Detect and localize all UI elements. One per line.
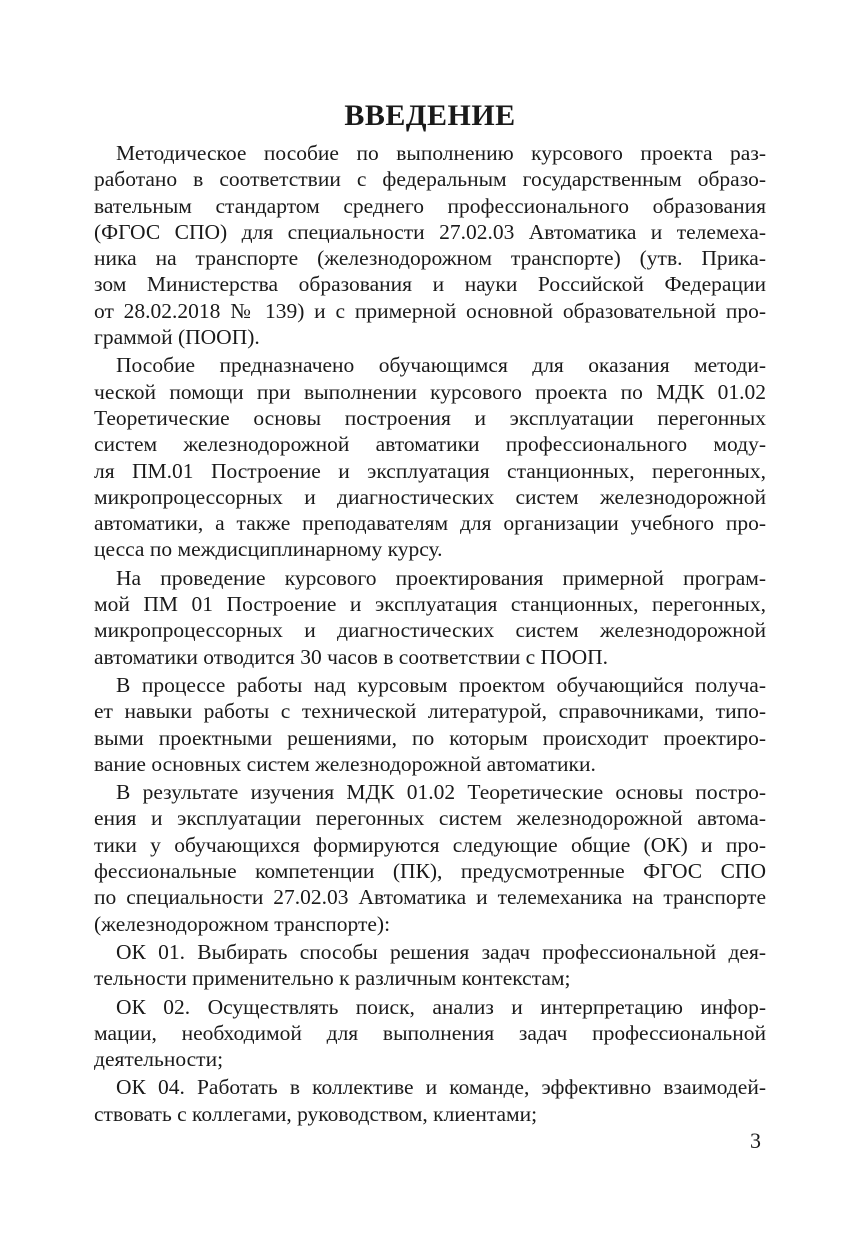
text-line: систем железнодорожной автоматики профессионального моду- <box>94 432 766 457</box>
paragraph <box>94 779 766 937</box>
paragraph <box>94 352 766 562</box>
text-line: микропроцессорных и диагностических систем железнодорожной <box>94 618 766 643</box>
text-line: ет навыки работы с технической литературой, справочниками, типо- <box>94 699 766 724</box>
text-line: вательным стандартом среднего профессионального образования <box>94 193 766 218</box>
paragraph <box>94 994 766 1073</box>
document-body <box>94 140 766 1127</box>
text-line: (ФГОС СПО) для специальности 27.02.03 Автоматика и телемеха- <box>94 219 766 244</box>
text-line: мой ПМ 01 Построение и эксплуатация станционных, перегонных, <box>94 592 766 617</box>
text-line: тельности применительно к различным контекстам; <box>94 966 571 991</box>
text-line: ОК 01. Выбирать способы решения задач профессиональной дея- <box>116 939 766 964</box>
text-line: выми проектными решениями, по которым происходит проектиро- <box>94 725 766 750</box>
text-line: Пособие предназначено обучающимся для оказания методи- <box>116 353 766 378</box>
text-line: (железнодорожном транспорте): <box>94 911 391 936</box>
text-line: ческой помощи при выполнении курсового проекта по МДК 01.02 <box>94 379 766 404</box>
paragraph <box>94 565 766 670</box>
text-line: ения и эксплуатации перегонных систем железнодорожной автома- <box>94 806 766 831</box>
text-line: деятельности; <box>94 1047 224 1072</box>
text-line: граммой (ПООП). <box>94 325 260 350</box>
text-line: автоматики, а также преподавателям для организации учебного про- <box>94 511 766 536</box>
text-line: В результате изучения МДК 01.02 Теоретические основы постро- <box>116 780 766 805</box>
text-line: от 28.02.2018 № 139) и с примерной основной образовательной про- <box>94 298 766 323</box>
text-line: работано в соответствии с федеральным государственным образо- <box>94 167 766 192</box>
text-line: ника на транспорте (железнодорожном транспорте) (утв. Прика- <box>94 246 766 271</box>
page-number: 3 <box>750 1128 761 1153</box>
text-line: вание основных систем железнодорожной автоматики. <box>94 751 596 776</box>
text-line: В процессе работы над курсовым проектом обучающийся получа- <box>116 672 766 697</box>
text-line: микропроцессорных и диагностических систем железнодорожной <box>94 484 766 509</box>
text-line: цесса по междисциплинарному курсу. <box>94 537 443 562</box>
text-line: фессиональные компетенции (ПК), предусмотренные ФГОС СПО <box>94 859 766 884</box>
paragraph <box>94 672 766 777</box>
text-line: ля ПМ.01 Построение и эксплуатация станционных, перегонных, <box>94 458 766 483</box>
text-line: ствовать с коллегами, руководством, клиентами; <box>94 1101 538 1126</box>
paragraph <box>94 939 766 992</box>
text-line: по специальности 27.02.03 Автоматика и телемеханика на транспорте <box>94 885 766 910</box>
page-title: ВВЕДЕНИЕ <box>344 99 516 132</box>
document-page <box>94 96 766 1129</box>
text-line: Теоретические основы построения и эксплуатации перегонных <box>94 405 766 430</box>
text-line: Методическое пособие по выполнению курсового проекта раз- <box>116 141 766 165</box>
text-line: зом Министерства образования и науки Российской Федерации <box>94 272 766 297</box>
paragraph <box>94 140 766 350</box>
text-line: тики у обучающихся формируются следующие общие (ОК) и про- <box>94 832 766 857</box>
text-line: ОК 04. Работать в коллективе и команде, эффективно взаимодей- <box>116 1075 766 1100</box>
text-line: автоматики отводится 30 часов в соответствии с ПООП. <box>94 644 609 669</box>
paragraph <box>94 1074 766 1127</box>
text-line: ОК 02. Осуществлять поиск, анализ и интерпретацию инфор- <box>116 994 766 1019</box>
text-line: На проведение курсового проектирования примерной програм- <box>116 565 766 590</box>
text-line: мации, необходимой для выполнения задач профессиональной <box>94 1020 766 1045</box>
